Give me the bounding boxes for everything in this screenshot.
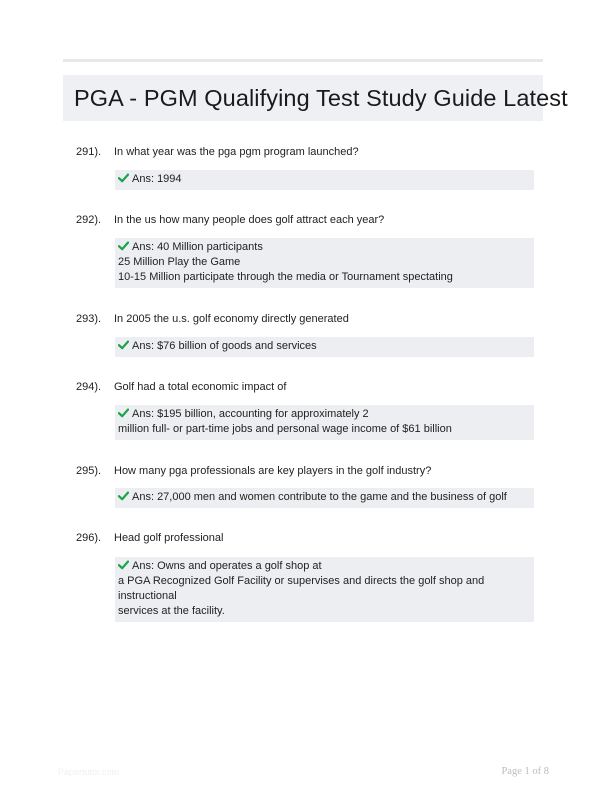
page-indicator: Page 1 of 8	[501, 766, 549, 777]
question-text: Golf had a total economic impact of	[114, 381, 287, 393]
answer-text: Ans: $76 billion of goods and services	[132, 340, 317, 352]
title-bar	[63, 75, 568, 121]
question-number: 291).	[76, 146, 102, 158]
answer-line: instructional	[118, 590, 177, 602]
check-icon	[118, 241, 129, 251]
answer-line	[118, 407, 530, 422]
question-number: 295).	[76, 465, 102, 477]
answer-line: million full- or part-time jobs and personal wage income of $61 billion	[118, 423, 452, 435]
check-icon	[118, 408, 129, 418]
answer-line	[118, 339, 530, 354]
answer-box	[115, 488, 534, 508]
answer-text: Ans: 1994	[132, 173, 182, 185]
answer-line: services at the facility.	[118, 605, 225, 617]
answer-line: 10-15 Million participate through the media or Tournament spectating	[118, 271, 453, 283]
answer-text: Ans: 27,000 men and women contribute to the game and the business of golf	[132, 491, 507, 503]
footer-watermark: Papertutor.com	[58, 767, 120, 777]
answer-text: Ans: $195 billion, accounting for approximately 2	[132, 408, 369, 420]
answer-text: Ans: 40 Million participants	[132, 241, 263, 253]
check-icon	[118, 340, 129, 350]
check-icon	[118, 560, 129, 570]
question-number: 292).	[76, 214, 102, 226]
top-divider	[63, 59, 543, 62]
question-text: How many pga professionals are key players in the golf industry?	[114, 465, 432, 477]
answer-box	[115, 405, 534, 440]
question-text: In the us how many people does golf attract each year?	[114, 214, 385, 226]
question-number: 296).	[76, 532, 102, 544]
answer-box	[115, 238, 534, 288]
answer-line	[118, 559, 530, 574]
question-number: 294).	[76, 381, 102, 393]
answer-box	[115, 337, 534, 357]
answer-box	[115, 557, 534, 622]
document-title: PGA - PGM Qualifying Test Study Guide Latest	[74, 84, 568, 111]
answer-box	[115, 170, 534, 190]
answer-line: 25 Million Play the Game	[118, 256, 241, 268]
check-icon	[118, 491, 129, 501]
question-text: Head golf professional	[114, 532, 224, 544]
answer-line: a PGA Recognized Golf Facility or supervises and directs the golf shop and	[118, 575, 485, 587]
answer-line	[118, 172, 530, 187]
question-text: In 2005 the u.s. golf economy directly generated	[114, 313, 349, 325]
answer-line	[118, 240, 530, 255]
question-text: In what year was the pga pgm program launched?	[114, 146, 359, 158]
check-icon	[118, 173, 129, 183]
answer-line	[118, 490, 530, 505]
answer-text: Ans: Owns and operates a golf shop at	[132, 560, 322, 572]
question-number: 293).	[76, 313, 102, 325]
